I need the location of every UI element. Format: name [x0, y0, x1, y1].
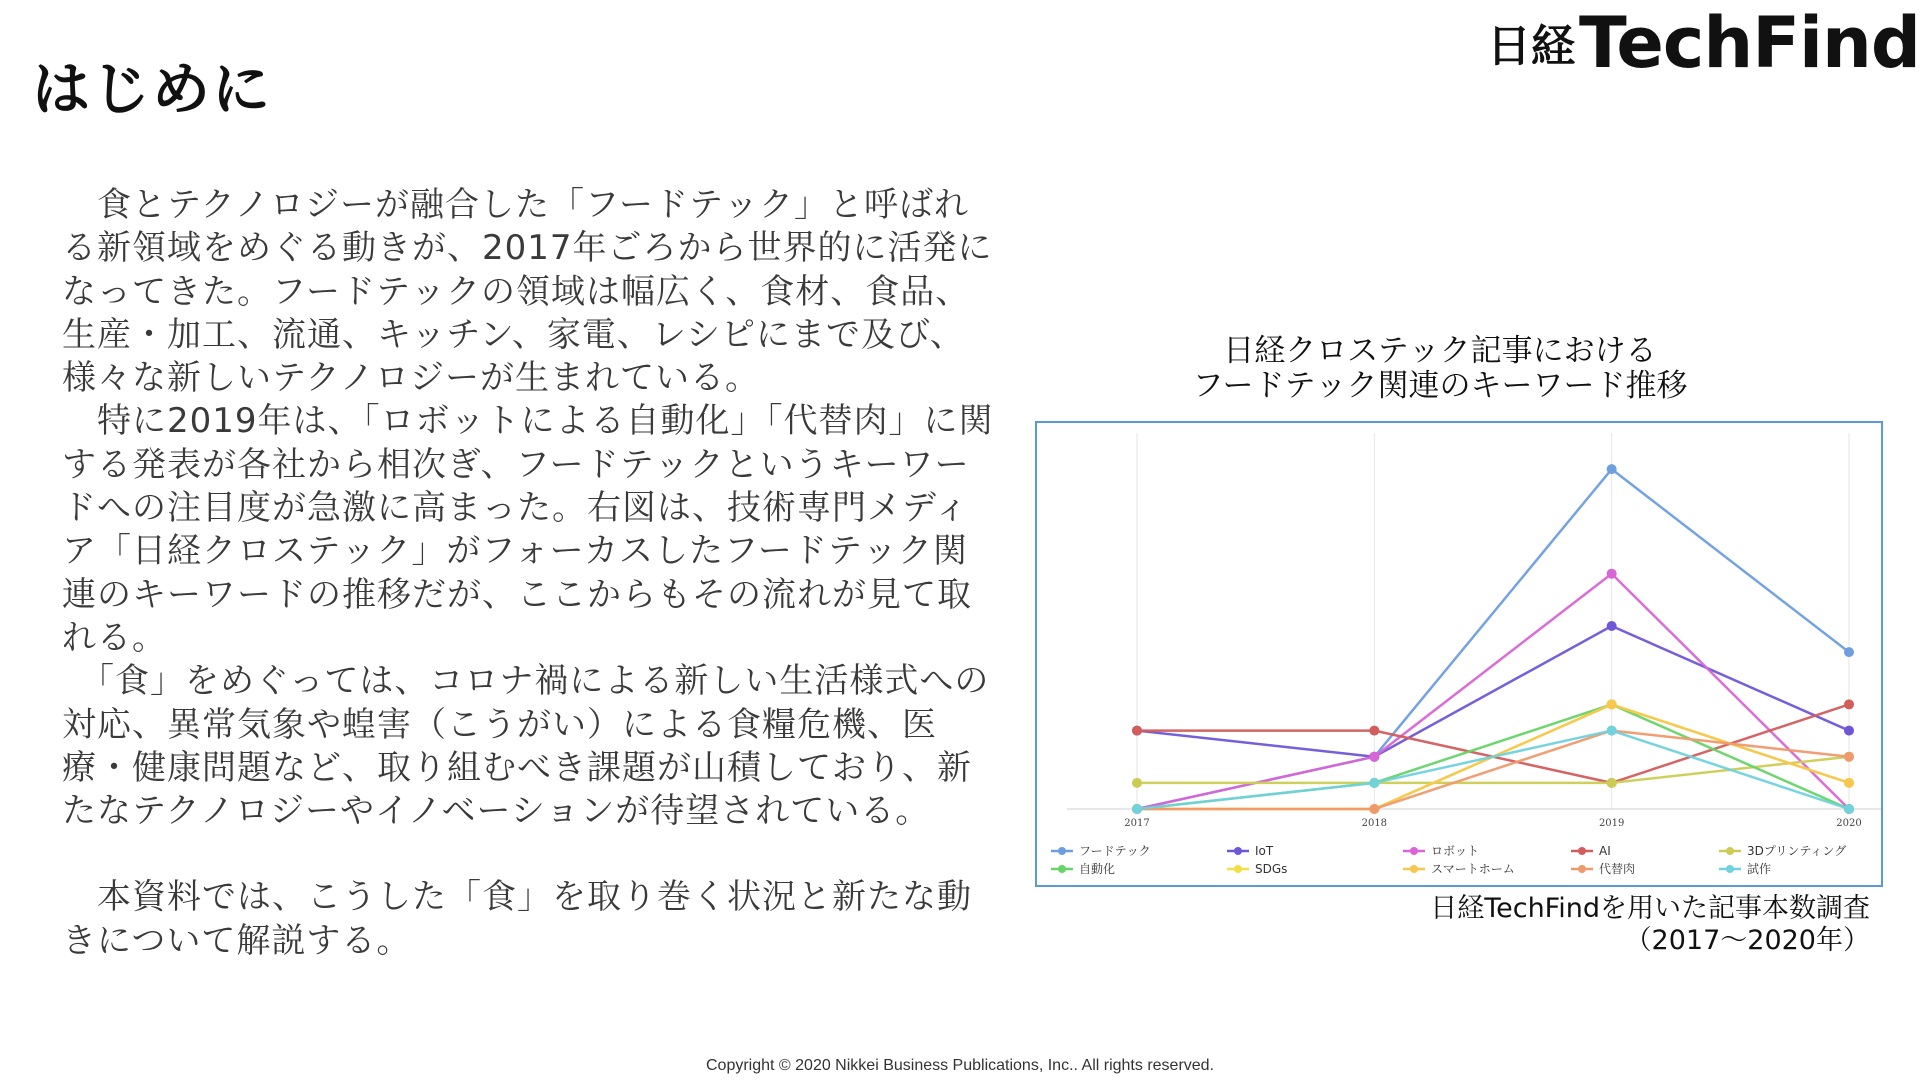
legend-swatch-dot-2	[1410, 847, 1418, 855]
chart-source-caption	[1300, 893, 1870, 957]
copyright-footer: Copyright © 2020 Nikkei Business Publications, Inc.. All rights reserved.	[705, 1057, 1215, 1074]
logo-japanese-text: 日経	[1486, 21, 1575, 72]
legend-label-5: 自動化	[1079, 862, 1116, 876]
data-point-8-2020	[1844, 752, 1854, 762]
series-0	[1132, 464, 1854, 814]
nikkei-techfind-logo	[1487, 2, 1920, 84]
legend-swatch-dot-7	[1410, 865, 1418, 873]
legend-item-6	[1227, 862, 1287, 876]
intro-text	[62, 184, 1002, 963]
legend-label-8: 代替肉	[1599, 862, 1636, 876]
x-tick-label-2019: 2019	[1598, 818, 1625, 829]
series-line-1	[1137, 626, 1849, 757]
data-point-1-2020	[1844, 726, 1854, 736]
chart-heading-line-1: 日経クロステック記事における	[1223, 333, 1657, 369]
legend-swatch-dot-6	[1234, 865, 1242, 873]
legend-label-7: スマートホーム	[1431, 862, 1515, 876]
legend-swatch-dot-4	[1726, 847, 1734, 855]
chart-canvas	[1037, 423, 1881, 885]
legend-label-9: 試作	[1747, 862, 1772, 876]
legend-item-4	[1719, 844, 1846, 858]
data-point-4-2019	[1607, 778, 1617, 788]
caption-line-1: 日経TechFindを用いた記事本数調査	[1430, 893, 1870, 924]
chart-grid	[1137, 433, 1849, 809]
intro-paragraph-4: 本資料では、こうした「食」を取り巻く状況と新たな動きについて解説する。	[62, 877, 972, 961]
data-point-1-2019	[1607, 621, 1617, 631]
legend-label-3: AI	[1599, 844, 1611, 858]
legend-item-3	[1571, 844, 1611, 858]
data-point-8-2018	[1369, 804, 1379, 814]
caption-line-2: （2017～2020年）	[1624, 925, 1870, 956]
intro-paragraph-3: 「食」をめぐっては、コロナ禍による新しい生活様式への対応、異常気象や蝗害（こうがい）による食糧危機、医療・健康問題など、取り組むべき課題が山積しており、新たなテクノロジーやイノベーションが待望されている。	[62, 661, 990, 832]
legend-swatch-dot-5	[1058, 865, 1066, 873]
data-point-2-2018	[1369, 752, 1379, 762]
legend-item-2	[1403, 844, 1479, 858]
chart-x-axis	[1067, 809, 1881, 829]
legend-item-5	[1051, 861, 1115, 876]
data-point-0-2019	[1607, 464, 1617, 474]
legend-item-0	[1051, 844, 1151, 858]
data-point-9-2018	[1369, 778, 1379, 788]
legend-label-4: 3Dプリンティング	[1747, 844, 1847, 858]
intro-paragraph-1: 食とテクノロジーが融合した「フードテック」と呼ばれる新領域をめぐる動きが、2017年ごろから世界的に活発になってきた。フードテックの領域は幅広く、食材、食品、生産・加工、流通、キッチン、家電、レシピにまで及び、様々な新しいテクノロジーが生まれている。	[62, 185, 993, 399]
legend-label-1: IoT	[1255, 844, 1274, 858]
legend-label-2: ロボット	[1431, 844, 1480, 858]
x-tick-label-2020: 2020	[1836, 818, 1862, 829]
legend-label-6: SDGs	[1255, 862, 1288, 876]
x-tick-label-2018: 2018	[1361, 818, 1388, 829]
data-point-0-2020	[1844, 647, 1854, 657]
data-point-3-2018	[1369, 726, 1379, 736]
series-1	[1132, 621, 1854, 762]
chart-heading-line-2: フードテック関連のキーワード推移	[1192, 368, 1688, 404]
data-point-7-2020	[1844, 778, 1854, 788]
data-point-3-2017	[1132, 726, 1142, 736]
legend-swatch-dot-1	[1234, 847, 1242, 855]
legend-swatch-dot-8	[1578, 865, 1586, 873]
x-tick-label-2017: 2017	[1124, 818, 1150, 829]
legend-swatch-dot-0	[1058, 847, 1066, 855]
legend-swatch-dot-3	[1578, 847, 1586, 855]
legend-swatch-dot-9	[1726, 865, 1734, 873]
chart-series-group	[1132, 464, 1854, 814]
intro-paragraph-spacer	[62, 833, 1002, 876]
chart-legend	[1051, 844, 1846, 876]
legend-item-7	[1403, 862, 1515, 876]
data-point-9-2019	[1607, 726, 1617, 736]
data-point-4-2017	[1132, 778, 1142, 788]
data-point-7-2019	[1607, 699, 1617, 709]
data-point-9-2020	[1844, 804, 1854, 814]
logo-english-text: TechFind	[1578, 2, 1920, 84]
keyword-trend-chart	[1035, 421, 1883, 887]
chart-heading	[1000, 334, 1880, 404]
legend-label-0: フードテック	[1079, 844, 1151, 858]
legend-item-1	[1227, 844, 1274, 858]
data-point-2-2019	[1607, 569, 1617, 579]
legend-item-8	[1571, 862, 1635, 876]
page-title: はじめに	[32, 55, 273, 123]
intro-paragraph-2: 特に2019年は、「ロボットによる自動化」「代替肉」に関する発表が各社から相次ぎ、フードテックというキーワードへの注目度が急激に高まった。右図は、技術専門メディア「日経クロステック」がフォーカスしたフードテック関連のキーワードの推移だが、ここからもその流れが見て取れる。	[62, 401, 994, 658]
data-point-9-2017	[1132, 804, 1142, 814]
legend-item-9	[1719, 862, 1771, 876]
data-point-3-2020	[1844, 699, 1854, 709]
